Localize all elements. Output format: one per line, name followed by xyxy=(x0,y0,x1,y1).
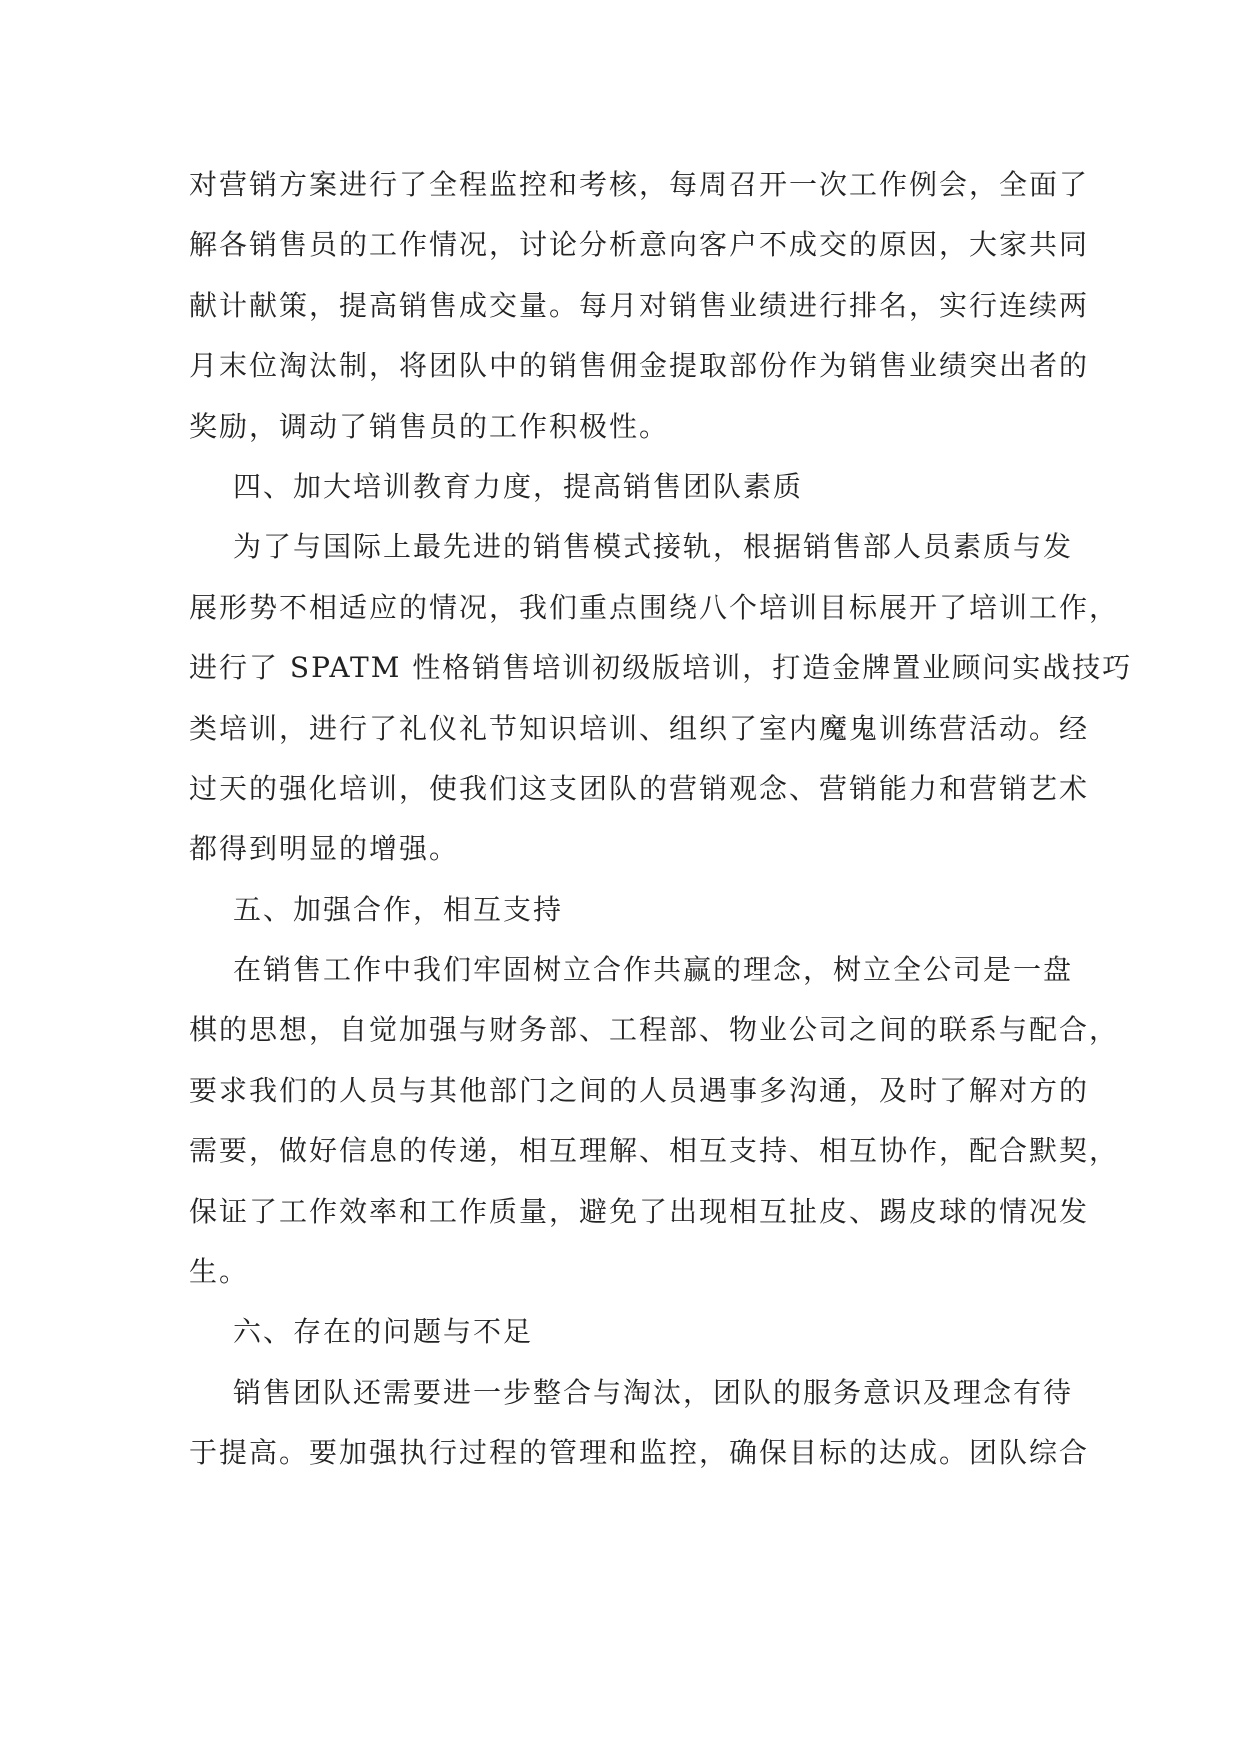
section-heading: 四、加大培训教育力度，提高销售团队素质 xyxy=(233,469,804,503)
text-line: 需要，做好信息的传递，相互理解、相互支持、相互协作，配合默契， xyxy=(189,1134,1120,1168)
text-line: 进行了 SPATM 性格销售培训初级版培训，打造金牌置业顾问实战技巧 xyxy=(189,651,1133,685)
text-line: 生。 xyxy=(189,1255,250,1289)
text-line: 要求我们的人员与其他部门之间的人员遇事多沟通，及时了解对方的 xyxy=(189,1073,1090,1107)
text-line: 都得到明显的增强。 xyxy=(189,832,460,866)
text-line: 解各销售员的工作情况，讨论分析意向客户不成交的原因，大家共同 xyxy=(189,228,1090,262)
text-line: 棋的思想，自觉加强与财务部、工程部、物业公司之间的联系与配合， xyxy=(189,1013,1120,1047)
text-line: 月末位淘汰制，将团队中的销售佣金提取部份作为销售业绩突出者的 xyxy=(189,349,1090,383)
text-line: 为了与国际上最先进的销售模式接轨，根据销售部人员素质与发 xyxy=(233,530,1074,564)
section-heading: 六、存在的问题与不足 xyxy=(233,1315,534,1349)
document-body xyxy=(189,155,1133,1484)
text-line: 在销售工作中我们牢固树立合作共赢的理念，树立全公司是一盘 xyxy=(233,953,1074,987)
text-line: 类培训，进行了礼仪礼节知识培训、组织了室内魔鬼训练营活动。经 xyxy=(189,711,1090,745)
text-line: 于提高。要加强执行过程的管理和监控，确保目标的达成。团队综合 xyxy=(189,1436,1090,1470)
text-line: 奖励，调动了销售员的工作积极性。 xyxy=(189,409,670,443)
text-line: 对营销方案进行了全程监控和考核，每周召开一次工作例会，全面了 xyxy=(189,168,1090,201)
section-heading: 五、加强合作，相互支持 xyxy=(233,892,564,926)
text-line: 保证了工作效率和工作质量，避免了出现相互扯皮、踢皮球的情况发 xyxy=(189,1194,1090,1228)
text-line: 献计献策，提高销售成交量。每月对销售业绩进行排名，实行连续两 xyxy=(189,288,1090,322)
text-line: 销售团队还需要进一步整合与淘汰，团队的服务意识及理念有待 xyxy=(233,1375,1074,1409)
text-line: 展形势不相适应的情况，我们重点围绕八个培训目标展开了培训工作， xyxy=(189,590,1120,624)
text-line: 过天的强化培训，使我们这支团队的营销观念、营销能力和营销艺术 xyxy=(189,771,1090,805)
